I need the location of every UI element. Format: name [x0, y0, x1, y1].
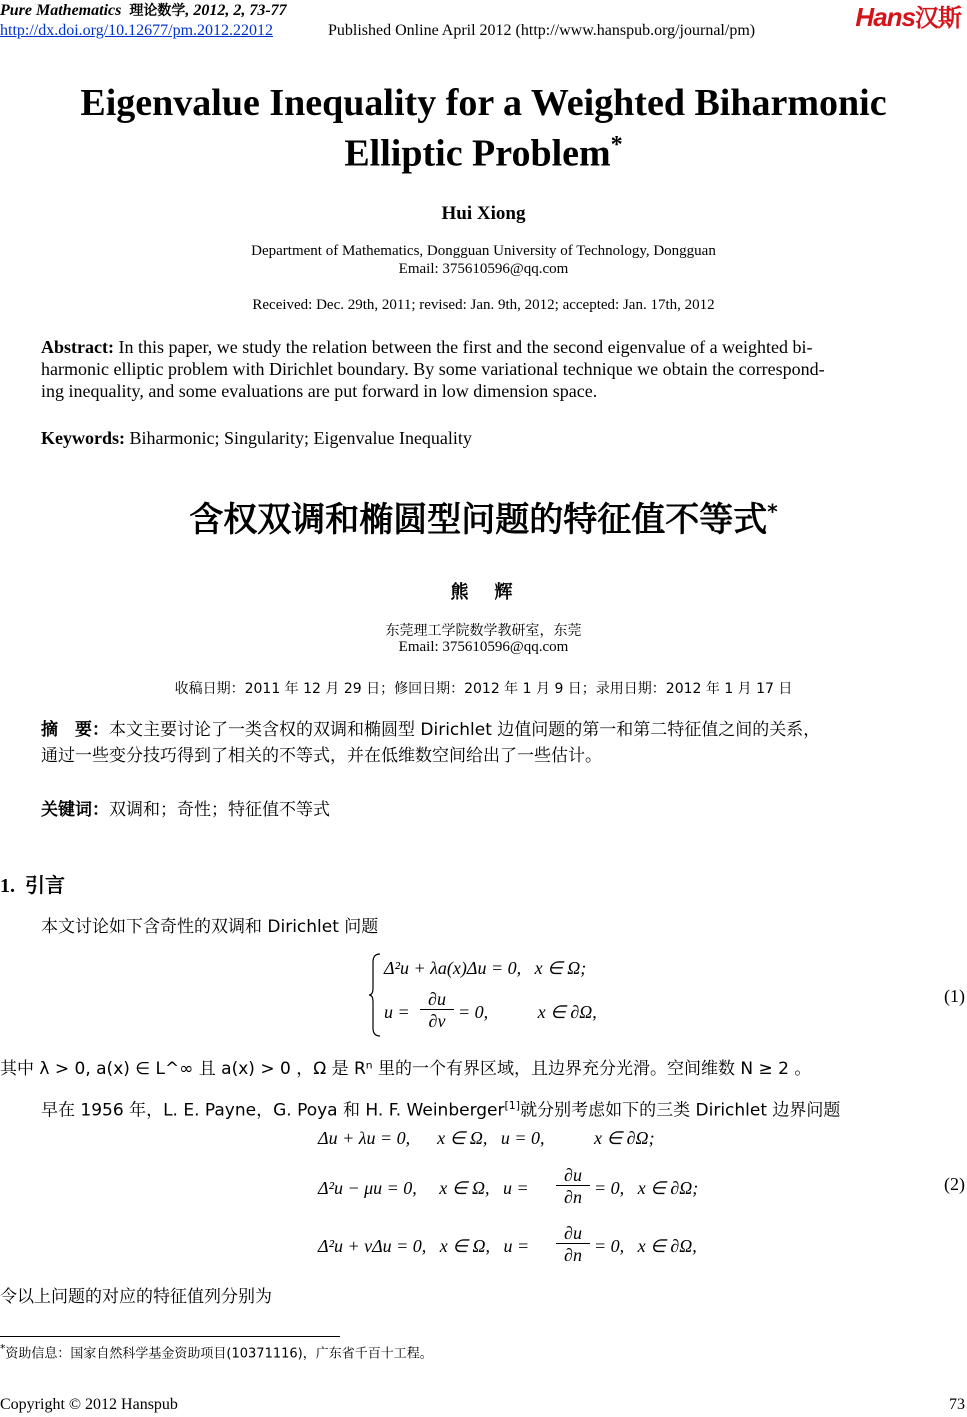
- equation-2-line3-den: ∂n: [564, 1245, 582, 1265]
- title-cn: [0, 492, 967, 541]
- title-cn-text: 含权双调和椭圆型问题的特征值不等式: [189, 500, 768, 540]
- history-text: 早在 1956 年，L. E. Payne，G. Poya 和 H. F. Weinberger: [41, 1100, 505, 1121]
- copyright: Copyright © 2012 Hanspub: [0, 1396, 178, 1413]
- history-rest: 就分别考虑如下的三类 Dirichlet 边界问题: [520, 1100, 841, 1121]
- abstract-cn-line2: 通过一些变分技巧得到了相关的不等式，并在低维数空间给出了一些估计。: [41, 746, 602, 766]
- journal-name-cn: 理论数学: [129, 3, 186, 19]
- title-en-footnote-mark: *: [610, 132, 623, 158]
- footnote-rule: [0, 1336, 340, 1337]
- title-en: [0, 82, 967, 175]
- doi-link[interactable]: http://dx.doi.org/10.12677/pm.2012.22012: [0, 22, 274, 39]
- equation-2-line2-a: Δ²u − μu = 0, x ∈ Ω, u =: [318, 1178, 529, 1198]
- affiliation-en: Department of Mathematics, Dongguan University of Technology, Dongguan: [251, 243, 716, 259]
- abstract-en-line3: ing inequality, and some evaluations are put forward in low dimension space.: [41, 381, 598, 401]
- email-cn: Email: 375610596@qq.com: [398, 639, 569, 655]
- equation-2-line2-fraction: [556, 1165, 590, 1208]
- equation-1: [368, 952, 728, 1042]
- abstract-en-label: Abstract:: [41, 337, 114, 357]
- page-number: 73: [949, 1396, 965, 1413]
- abstract-en: [41, 336, 931, 402]
- equation-2-line3-a: Δ²u + νΔu = 0, x ∈ Ω, u =: [318, 1236, 530, 1256]
- footnote-text: 资助信息：国家自然科学基金资助项目(10371116)，广东省千百十工程。: [5, 1346, 433, 1362]
- footnote: [0, 1342, 433, 1361]
- equation-2-line2-b: = 0, x ∈ ∂Ω;: [594, 1178, 699, 1198]
- affiliation-cn: 东莞理工学院数学教研室，东莞: [385, 623, 582, 639]
- abstract-en-line2: harmonic elliptic problem with Dirichlet boundary. By some variational technique we obtain the correspond-: [41, 359, 825, 379]
- equation-2: [318, 1128, 718, 1278]
- abstract-cn-label: 摘 要：: [41, 720, 109, 740]
- title-en-line2: Elliptic Problem: [344, 132, 611, 175]
- title-cn-footnote-mark: *: [767, 499, 778, 524]
- equation-1-fraction: [420, 989, 454, 1032]
- author-cn: 熊 辉: [450, 582, 517, 603]
- email-en: Email: 375610596@qq.com: [398, 261, 569, 277]
- equation-1-frac-num: ∂u: [420, 989, 454, 1010]
- equation-1-line2-lhs: u =: [384, 1002, 410, 1022]
- author-en: Hui Xiong: [441, 203, 526, 224]
- published-online: Published Online April 2012 (http://www.hanspub.org/journal/pm): [328, 22, 756, 39]
- section-title: 引言: [25, 873, 65, 897]
- journal-name-en: Pure Mathematics: [0, 2, 122, 19]
- received-cn: 收稿日期：2011 年 12 月 29 日；修回日期：2012 年 1 月 9 日；录用日期：2012 年 1 月 17 日: [174, 681, 793, 697]
- section-intro: 本文讨论如下含奇性的双调和 Dirichlet 问题: [41, 917, 379, 937]
- keywords-en-label: Keywords:: [41, 428, 125, 448]
- abstract-cn: [41, 717, 941, 769]
- keywords-cn-text: 双调和；奇性；特征值不等式: [109, 800, 330, 820]
- citation-ref[interactable]: [1]: [504, 1099, 521, 1112]
- equation-1-brace: [368, 952, 384, 1038]
- closing-paragraph: 令以上问题的对应的特征值列分别为: [0, 1287, 272, 1307]
- keywords-cn-label: 关键词：: [41, 800, 109, 820]
- keywords-cn: [41, 797, 330, 823]
- equation-1-label: (1): [944, 986, 965, 1006]
- equation-1-frac-den: ∂ν: [428, 1011, 446, 1031]
- equation-2-line2-den: ∂n: [564, 1187, 582, 1207]
- keywords-en-text: Biharmonic; Singularity; Eigenvalue Inequality: [125, 428, 472, 448]
- abstract-en-line1: In this paper, we study the relation between the first and the second eigenvalue of a weighted bi-: [113, 337, 813, 357]
- equation-2-line3-b: = 0, x ∈ ∂Ω,: [594, 1236, 697, 1256]
- equation-2-line3-num: ∂u: [556, 1223, 590, 1244]
- hans-logo: [855, 0, 961, 33]
- footnote-mark: *: [0, 1342, 6, 1355]
- equation-2-line1: Δu + λu = 0, x ∈ Ω, u = 0, x ∈ ∂Ω;: [318, 1128, 655, 1148]
- journal-issue: , 2012, 2, 73-77: [185, 2, 287, 19]
- logo-en: Hans: [855, 2, 915, 32]
- abstract-cn-line1: 本文主要讨论了一类含权的双调和椭圆型 Dirichlet 边值问题的第一和第二特征值之间的关系，: [109, 720, 821, 740]
- section-number: 1.: [0, 875, 15, 897]
- equation-2-line3-fraction: [556, 1223, 590, 1266]
- title-en-line1: Eigenvalue Inequality for a Weighted Biharmonic: [80, 82, 887, 124]
- journal-header: [0, 0, 287, 20]
- keywords-en: [41, 427, 472, 449]
- equation-1-line2-rest: = 0, x ∈ ∂Ω,: [458, 1002, 597, 1022]
- equation-1-line1: Δ²u + λa(x)Δu = 0, x ∈ Ω;: [384, 958, 587, 978]
- equation-2-label: (2): [944, 1174, 965, 1194]
- equation-2-line2-num: ∂u: [556, 1165, 590, 1186]
- history-paragraph: [41, 1093, 840, 1124]
- received-en: Received: Dec. 29th, 2011; revised: Jan. 9th, 2012; accepted: Jan. 17th, 2012: [252, 297, 715, 313]
- section-heading: [0, 869, 65, 898]
- where-paragraph: 其中 λ > 0, a(x) ∈ L^∞ 且 a(x) > 0 ，Ω 是 Rⁿ 里的一个有界区域，且边界充分光滑。空间维数 N ≥ 2 。: [0, 1059, 812, 1079]
- logo-cn: 汉斯: [915, 5, 961, 32]
